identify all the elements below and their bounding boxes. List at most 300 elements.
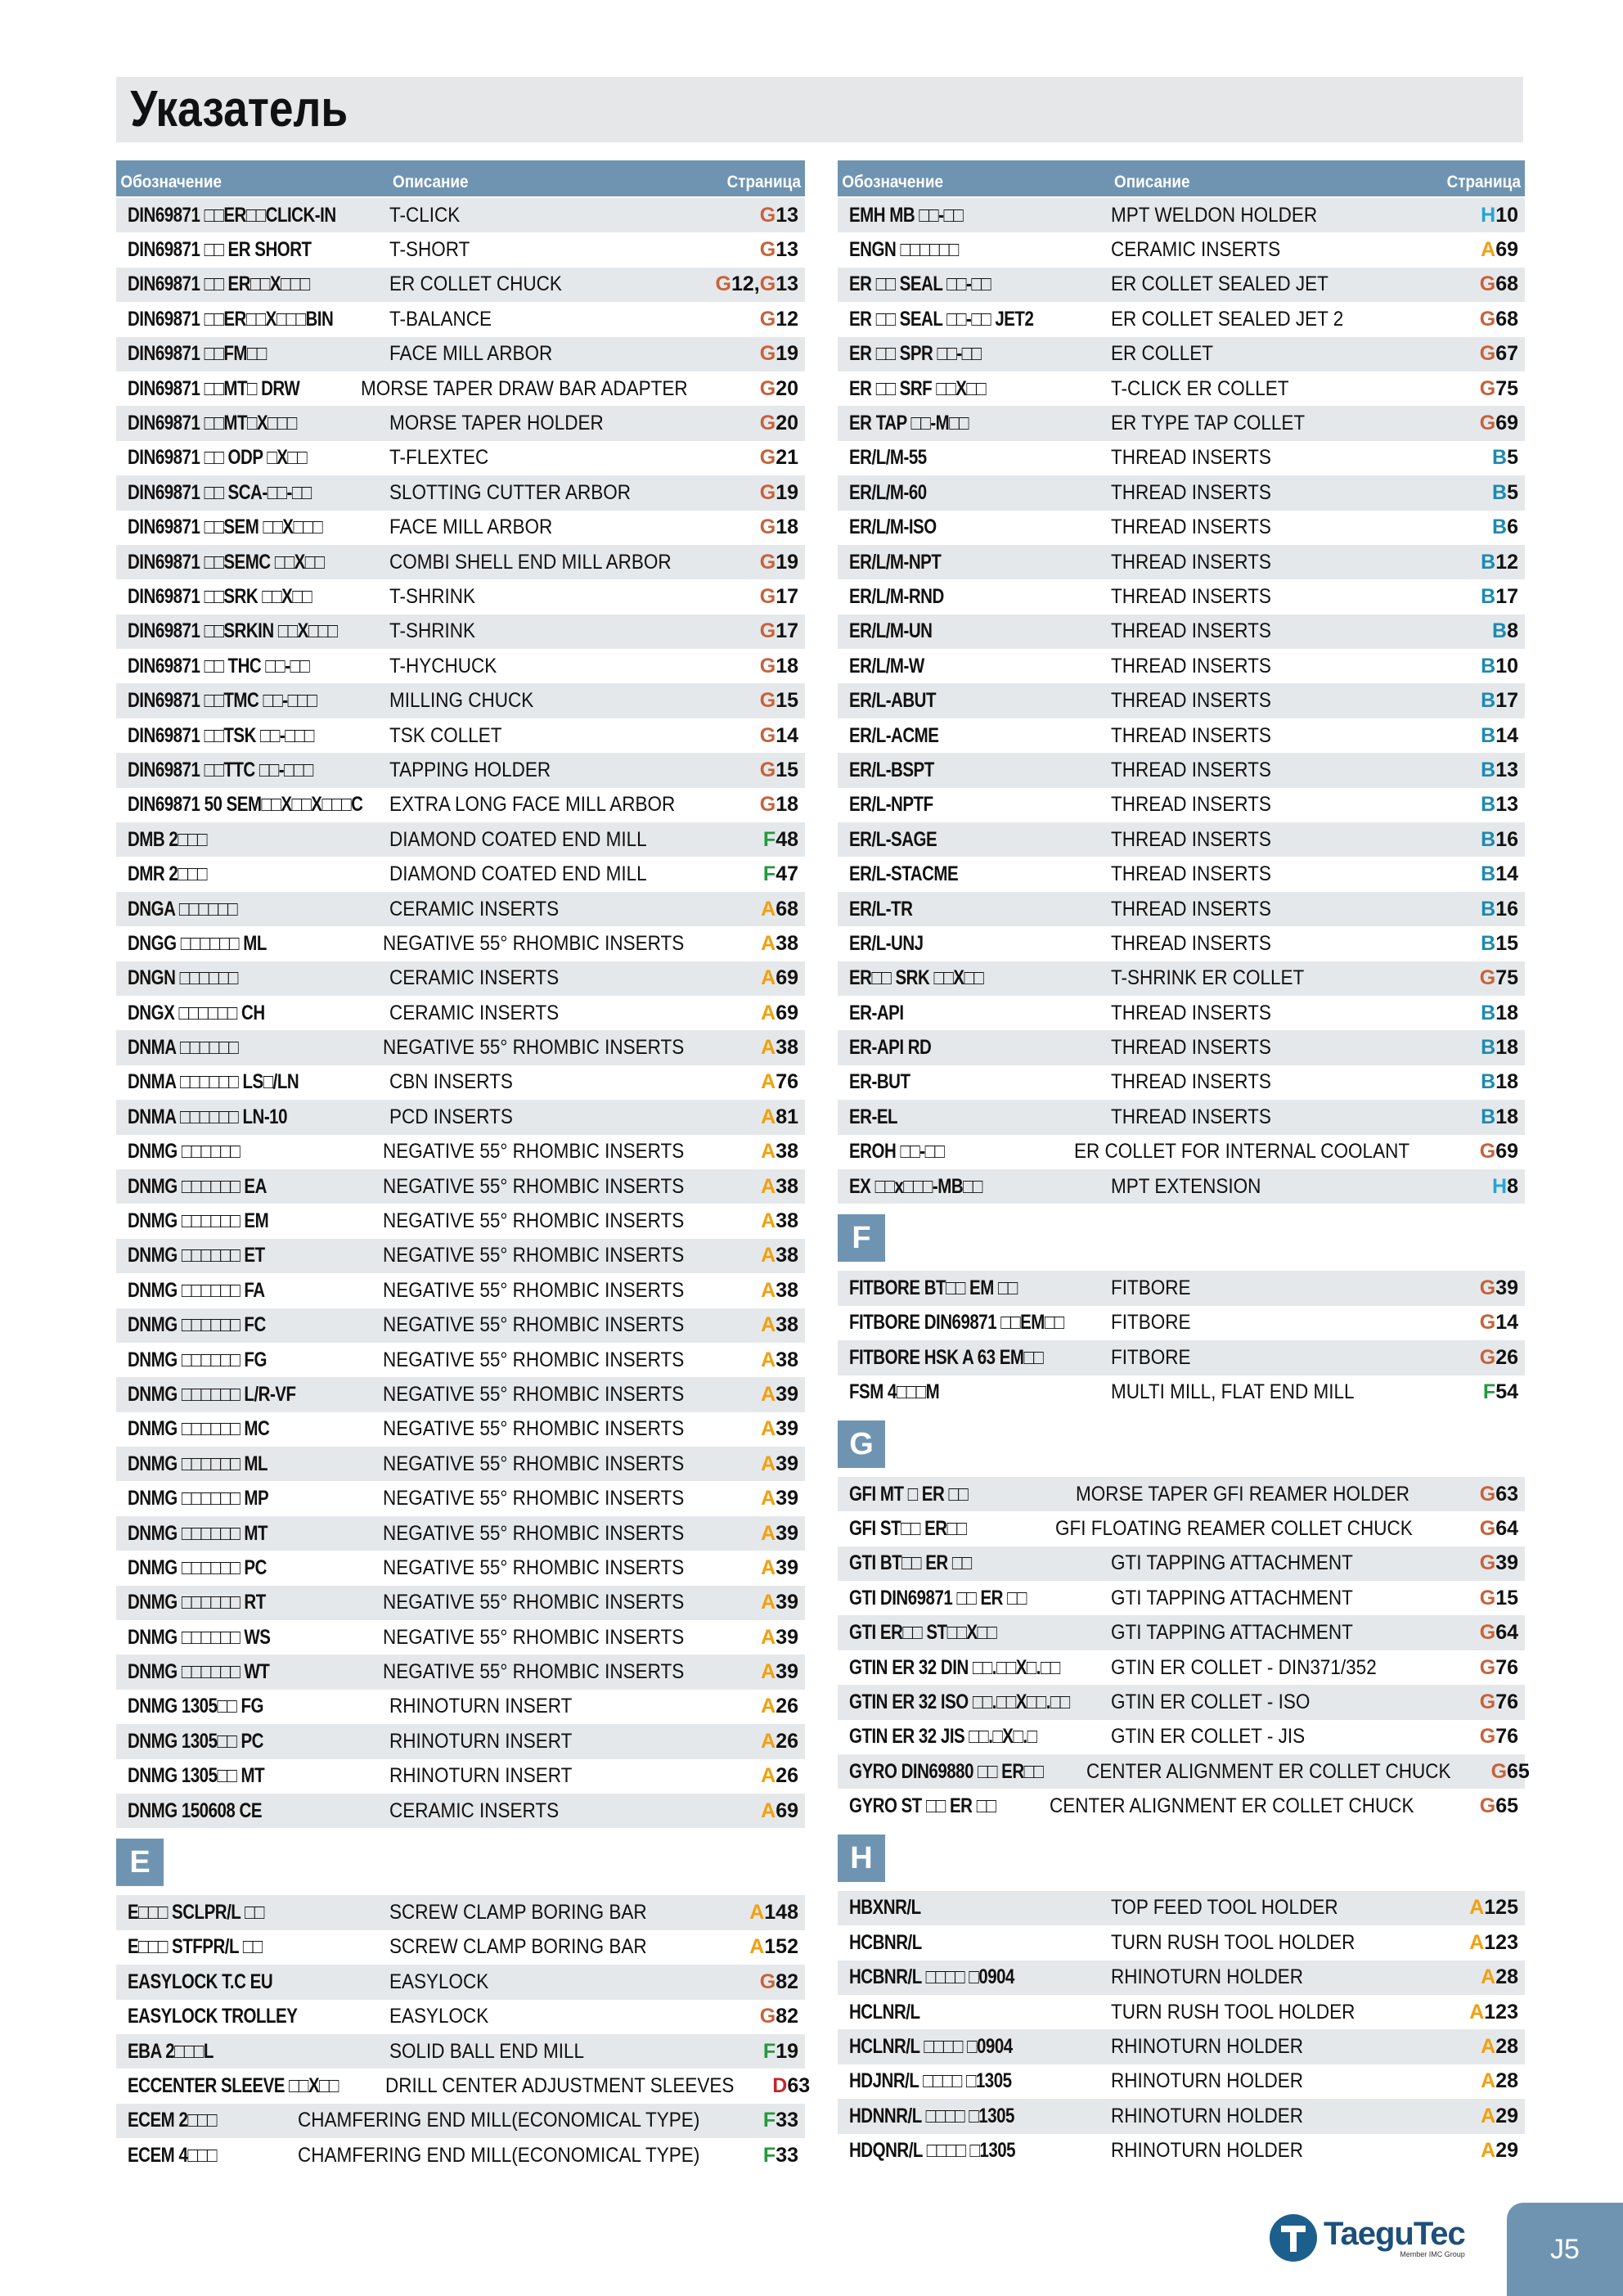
- page-number-ref: 39: [776, 1382, 798, 1406]
- product-code: [838, 1725, 1111, 1749]
- product-description: [1111, 1896, 1435, 1920]
- product-code: [116, 1970, 389, 1994]
- product-code-text: ER TAP □□-M□□: [849, 412, 969, 435]
- product-description: [383, 1660, 717, 1684]
- product-description-text: CERAMIC INSERTS: [389, 1001, 560, 1024]
- page-number-ref: 12: [776, 307, 798, 331]
- page-section-letter: G: [759, 550, 776, 574]
- product-description-text: FITBORE: [1111, 1345, 1191, 1369]
- product-description: [389, 828, 715, 852]
- product-description-text: EASYLOCK: [389, 1970, 489, 1993]
- page-reference: [715, 1901, 805, 1925]
- page-reference: [715, 585, 805, 609]
- page-reference: [1435, 828, 1525, 852]
- product-code: [116, 1626, 383, 1650]
- index-row: [116, 1169, 805, 1204]
- page-number-tab: [1507, 2203, 1623, 2296]
- product-description-text: MPT EXTENSION: [1111, 1174, 1261, 1198]
- product-code-text: ER□□ SRK □□X□□: [849, 966, 984, 990]
- product-code-text: GTI ER□□ ST□□X□□: [849, 1621, 997, 1645]
- product-code: [838, 377, 1111, 401]
- page-section-letter: G: [759, 654, 776, 678]
- page-reference: [717, 1626, 805, 1650]
- product-code: [116, 1175, 383, 1199]
- page-section-letter: G: [1479, 966, 1496, 990]
- page-reference: [717, 1417, 805, 1441]
- index-row: [116, 1965, 805, 1999]
- product-description: [383, 1279, 717, 1303]
- product-description-text: THREAD INSERTS: [1111, 723, 1271, 747]
- product-code-text: GTI DIN69871 □□ ER □□: [849, 1586, 1027, 1609]
- product-code-text: E□□□ STFPR/L □□: [128, 1935, 263, 1959]
- index-row: [838, 2029, 1525, 2064]
- product-code-text: DNMG □□□□□□ RT: [128, 1591, 266, 1614]
- product-code-text: ER/L/M-UN: [849, 619, 933, 643]
- product-description: [383, 1140, 717, 1164]
- product-code: [838, 655, 1111, 678]
- product-description: [389, 515, 715, 539]
- product-code: [838, 2069, 1111, 2093]
- product-code-text: FITBORE BT□□ EM □□: [849, 1276, 1018, 1300]
- page-section-letter: A: [761, 1140, 776, 1164]
- product-code-text: ER □□ SEAL □□-□□ JET2: [849, 307, 1034, 331]
- product-description-text: THREAD INSERTS: [1111, 515, 1271, 539]
- page-section-letter: A: [761, 1591, 776, 1614]
- page-reference: [1491, 1760, 1536, 1784]
- page-section-letter: B: [1481, 758, 1496, 781]
- page-reference: [717, 1556, 805, 1580]
- index-column-right: [838, 160, 1530, 2168]
- product-description-text: RHINOTURN INSERT: [389, 1695, 573, 1718]
- index-row: [838, 1135, 1525, 1169]
- product-description: [389, 1695, 715, 1718]
- product-code-text: DNMG 1305□□ PC: [128, 1729, 263, 1753]
- index-row: [838, 1961, 1525, 1995]
- product-description-text: NEGATIVE 55° RHOMBIC INSERTS: [382, 931, 684, 955]
- page-section-letter: G: [1479, 1140, 1496, 1164]
- product-description-text: THREAD INSERTS: [1111, 480, 1271, 504]
- page-number-ref: 14: [1495, 862, 1518, 886]
- product-code-text: DIN69871 □□MT□ DRW: [128, 376, 300, 400]
- page-reference: [715, 1695, 805, 1718]
- product-description: [389, 585, 715, 609]
- page-section-letter: G: [1479, 307, 1496, 331]
- index-row: [116, 2104, 805, 2138]
- product-description-text: T-SHRINK: [389, 619, 476, 643]
- product-description: [1111, 1036, 1435, 1060]
- page-section-letter: G: [759, 723, 776, 747]
- page-number-ref: 29: [1495, 2139, 1518, 2163]
- product-description: [389, 446, 715, 470]
- product-description: [1111, 377, 1435, 401]
- page-section-letter: A: [1481, 238, 1496, 262]
- product-code: [838, 1311, 1111, 1335]
- product-code: [838, 828, 1111, 852]
- page-section-letter: A: [761, 1313, 776, 1337]
- product-description: [1111, 619, 1435, 643]
- product-description-text: SLOTTING CUTTER ARBOR: [389, 480, 632, 504]
- product-description: [1111, 862, 1435, 886]
- product-code: [116, 272, 389, 296]
- product-code-text: DIN69871 □□ ODP □X□□: [128, 446, 308, 470]
- product-description: [383, 1452, 717, 1476]
- product-code-text: DIN69871 □□MT□X□□□: [128, 412, 297, 435]
- product-description: [389, 238, 715, 262]
- page-number-ref: 17: [776, 584, 798, 608]
- product-code-text: DIN69871 □□ THC □□-□□: [128, 654, 310, 678]
- index-row: [838, 753, 1525, 787]
- page-number-ref: 33: [776, 2109, 798, 2132]
- product-code: [116, 2005, 389, 2028]
- page-number-ref: 38: [776, 1140, 798, 1164]
- page-section-letter: B: [1492, 515, 1508, 539]
- product-code-text: GFI MT □ ER □□: [849, 1482, 969, 1506]
- product-description-text: NEGATIVE 55° RHOMBIC INSERTS: [382, 1625, 684, 1649]
- header-code: Обозначение: [120, 173, 222, 191]
- product-code: [838, 862, 1111, 886]
- page-number-ref: 38: [776, 1313, 798, 1337]
- index-row: [116, 2138, 805, 2172]
- product-code: [838, 551, 1111, 574]
- page-reference: [744, 2144, 805, 2168]
- product-code: [116, 1036, 383, 1060]
- product-description: [383, 1417, 717, 1441]
- page-section-letter: G: [1479, 1655, 1496, 1679]
- page-reference: [1435, 932, 1525, 956]
- product-code: [116, 1730, 389, 1754]
- page-number-ref: 39: [776, 1487, 798, 1510]
- index-row: [116, 892, 805, 926]
- page-number-ref: 82: [776, 2005, 798, 2028]
- index-row: [838, 1995, 1525, 2029]
- page-section-letter: A: [1481, 2104, 1496, 2127]
- product-description: [1111, 1587, 1435, 1610]
- product-description-text: SCREW CLAMP BORING BAR: [389, 1901, 647, 1925]
- product-code-text: ER/L-UNJ: [849, 931, 924, 955]
- product-description: [383, 1209, 717, 1233]
- index-row: [116, 1794, 805, 1828]
- index-row: [838, 1306, 1525, 1340]
- product-code-text: EX □□x□□□-MB□□: [849, 1174, 982, 1198]
- page-number-ref: 76: [1495, 1655, 1518, 1679]
- page-reference: [1435, 1551, 1525, 1575]
- page-number-ref: 65: [1507, 1759, 1530, 1783]
- product-description-text: NEGATIVE 55° RHOMBIC INSERTS: [382, 1278, 684, 1302]
- product-description: [1111, 1551, 1435, 1575]
- product-description: [1111, 1070, 1435, 1094]
- product-description-text: MULTI MILL, FLAT END MILL: [1111, 1380, 1355, 1404]
- page-number-ref: 8: [1507, 619, 1518, 643]
- page-reference: [717, 1175, 805, 1199]
- index-row: [116, 1724, 805, 1758]
- product-code: [116, 308, 389, 331]
- page-reference: [724, 377, 805, 401]
- product-description: [1111, 2139, 1435, 2163]
- page-number-ref: 38: [776, 931, 798, 955]
- table-header: [838, 160, 1525, 196]
- page-section-letter: G: [759, 584, 776, 608]
- product-code-text: EASYLOCK T.C EU: [128, 1970, 273, 1993]
- index-row: [838, 1477, 1525, 1511]
- header-page: Страница: [726, 173, 801, 191]
- section-h-header: [838, 1834, 1525, 1883]
- page-number-ref: 21: [776, 446, 798, 470]
- product-description: [1111, 932, 1435, 956]
- page-section-letter: G: [759, 203, 776, 227]
- index-row: [838, 1685, 1525, 1719]
- page-number-ref: 26: [776, 1729, 798, 1753]
- page-reference: [1435, 862, 1525, 886]
- page-section-letter: G: [759, 480, 776, 504]
- index-row: [116, 1100, 805, 1134]
- product-code-text: ECEM 2□□□: [128, 2109, 218, 2132]
- product-code-text: HDNNR/L □□□□ □1305: [849, 2104, 1014, 2127]
- product-code-text: EMH MB □□-□□: [849, 203, 964, 227]
- index-row: [838, 961, 1525, 996]
- page-reference: [1435, 515, 1525, 539]
- product-description-text: THREAD INSERTS: [1111, 584, 1271, 608]
- index-row: [116, 302, 805, 336]
- page-reference: [1435, 2105, 1525, 2128]
- page-number-ref: 18: [776, 654, 798, 678]
- page-reference: [1435, 1070, 1525, 1094]
- page-number-ref: 13: [776, 238, 798, 262]
- index-row: [838, 1581, 1525, 1615]
- product-code: [838, 1070, 1111, 1094]
- page-section-letter: G: [759, 1970, 776, 1993]
- index-row: [116, 2069, 811, 2103]
- product-description-text: THREAD INSERTS: [1111, 1070, 1271, 1094]
- product-code-text: ER/L-TR: [849, 897, 913, 921]
- page-number-ref: 17: [1495, 689, 1518, 713]
- product-code: [116, 759, 389, 782]
- product-code: [838, 1105, 1111, 1129]
- page-number-ref: 13: [776, 203, 798, 227]
- page-number-ref: 39: [776, 1555, 798, 1579]
- page-number-ref: 69: [776, 1001, 798, 1024]
- index-row: [116, 337, 805, 371]
- page-section-letter: G: [1479, 1621, 1496, 1645]
- product-description-text: GTI TAPPING ATTACHMENT: [1111, 1586, 1353, 1609]
- index-row: [116, 1308, 805, 1343]
- page-number-ref: 76: [1495, 1725, 1518, 1749]
- page-reference: [1435, 1036, 1525, 1060]
- product-code-text: DNGA □□□□□□: [128, 897, 238, 921]
- product-description: [1111, 551, 1435, 574]
- product-code: [116, 1487, 383, 1510]
- page-number-ref: 14: [776, 723, 798, 747]
- product-code-text: DIN69871 50 SEM□□X□□X□□□C: [128, 793, 363, 817]
- product-code-text: ER/L-BSPT: [849, 758, 934, 781]
- product-description: [1111, 2069, 1435, 2093]
- page-section-letter: B: [1481, 1070, 1496, 1094]
- product-code: [116, 481, 389, 505]
- product-description: [1111, 655, 1435, 678]
- product-code-text: DNMG 1305□□ FG: [128, 1695, 263, 1718]
- product-code-text: DMB 2□□□: [128, 827, 208, 851]
- product-code: [116, 1279, 383, 1303]
- page-number-ref: 29: [1495, 2104, 1518, 2127]
- page-number-ref: 76: [1495, 1690, 1518, 1713]
- product-description: [1111, 481, 1435, 505]
- page-reference: [715, 862, 805, 886]
- page-number-ref: 75: [1495, 376, 1518, 400]
- page-reference: [1435, 759, 1525, 782]
- index-row: [838, 996, 1525, 1030]
- product-description: [389, 1764, 715, 1788]
- index-row: [116, 718, 805, 753]
- product-code-text: ER/L/M-NPT: [849, 550, 942, 574]
- product-code: [116, 1522, 383, 1546]
- product-code: [838, 793, 1111, 817]
- page-section-letter: G: [759, 2005, 776, 2028]
- page-section-letter: A: [1469, 2000, 1485, 2024]
- page-number-ref: 48: [776, 827, 798, 851]
- section-e-header: [116, 1838, 805, 1887]
- page-reference: [715, 1935, 805, 1959]
- page-reference: [1446, 1140, 1525, 1164]
- product-code-text: DNMG □□□□□□: [128, 1140, 241, 1164]
- page-section-letter: A: [761, 1625, 776, 1649]
- product-description-text: NEGATIVE 55° RHOMBIC INSERTS: [382, 1417, 684, 1441]
- index-row: [838, 683, 1525, 718]
- product-code-text: DIN69871 □□TTC □□-□□□: [128, 758, 313, 781]
- page-number-ref: 10: [1495, 203, 1518, 227]
- page-reference: [1435, 793, 1525, 817]
- product-code-text: ER □□ SEAL □□-□□: [849, 272, 991, 296]
- product-description-text: SCREW CLAMP BORING BAR: [389, 1935, 647, 1959]
- page-reference: [1435, 724, 1525, 748]
- page-section-letter: A: [1481, 1965, 1496, 1989]
- index-row: [116, 198, 805, 232]
- index-row: [838, 1100, 1525, 1134]
- index-row: [838, 1169, 1525, 1204]
- index-row: [116, 996, 805, 1030]
- product-description: [383, 1175, 717, 1199]
- product-description: [1111, 2001, 1435, 2024]
- product-code-text: EBA 2□□□L: [128, 2039, 214, 2063]
- product-code: [838, 238, 1111, 262]
- product-description-text: THREAD INSERTS: [1111, 758, 1271, 781]
- index-row: [838, 1891, 1525, 1925]
- page-section-letter: A: [761, 1555, 776, 1579]
- product-description-text: ER COLLET SEALED JET: [1111, 272, 1329, 296]
- product-description-text: CERAMIC INSERTS: [389, 897, 560, 921]
- product-description-text: NEGATIVE 55° RHOMBIC INSERTS: [382, 1382, 684, 1406]
- product-code-text: ER/L-STACME: [849, 862, 959, 886]
- product-code: [838, 272, 1111, 296]
- page-section-letter: A: [761, 1417, 776, 1441]
- product-description-text: RHINOTURN INSERT: [389, 1764, 573, 1788]
- page-reference: [1435, 204, 1525, 227]
- index-row: [116, 1620, 805, 1654]
- product-description-text: FITBORE: [1111, 1276, 1191, 1300]
- product-code: [838, 689, 1111, 713]
- product-description-text: ER COLLET FOR INTERNAL COOLANT: [1073, 1140, 1409, 1164]
- index-row: [838, 441, 1525, 475]
- index-row: [116, 475, 805, 510]
- index-row: [838, 2134, 1525, 2168]
- product-description: [1111, 308, 1435, 331]
- index-row: [116, 2034, 805, 2069]
- page-number-ref: 15: [1495, 1586, 1518, 1609]
- index-row: [838, 822, 1525, 857]
- product-code: [116, 1244, 383, 1267]
- index-row: [838, 1789, 1525, 1823]
- index-row: [838, 579, 1525, 614]
- page-number-ref: 18: [1495, 1105, 1518, 1128]
- product-description-text: TURN RUSH TOOL HOLDER: [1111, 1930, 1355, 1954]
- product-code: [116, 2109, 298, 2132]
- page-number-ref: 38: [776, 1209, 798, 1233]
- page-number-ref: 15: [776, 689, 798, 713]
- product-code: [838, 342, 1111, 366]
- page-section-letter: G: [1479, 272, 1496, 296]
- page-reference: [715, 1070, 805, 1094]
- page-reference: [1435, 1965, 1525, 1989]
- page-reference: [717, 1209, 805, 1233]
- product-description: [389, 1935, 715, 1959]
- product-description-text: CERAMIC INSERTS: [389, 966, 560, 990]
- product-description: [389, 689, 715, 713]
- product-code: [838, 481, 1111, 505]
- page-section-letter: B: [1492, 619, 1508, 643]
- table-header: [116, 160, 805, 196]
- product-description-text: GTIN ER COLLET - JIS: [1111, 1725, 1306, 1749]
- product-code-text: ER/L/M-RND: [849, 584, 944, 608]
- page-section-letter: G: [1490, 1759, 1508, 1783]
- product-description-text: T-FLEXTEC: [389, 446, 489, 470]
- product-description: [1111, 446, 1435, 470]
- page-number-ref: 6: [1507, 515, 1518, 539]
- page-number-ref: 75: [1495, 966, 1518, 990]
- page-number-ref: 17: [776, 619, 798, 643]
- index-row: [116, 268, 805, 302]
- product-code-text: DNMG □□□□□□ L/R-VF: [128, 1382, 296, 1406]
- product-description: [1111, 1725, 1435, 1749]
- product-code-text: ER/L/M-W: [849, 654, 924, 678]
- product-code: [116, 1140, 383, 1164]
- page-section-letter: G: [1479, 412, 1496, 435]
- page-section-letter: G: [1479, 1311, 1496, 1335]
- index-row: [116, 926, 805, 961]
- page-number-ref: 69: [1495, 238, 1518, 262]
- product-code: [116, 1695, 389, 1718]
- product-code: [838, 1965, 1111, 1989]
- index-row: [116, 857, 805, 891]
- product-description-text: FITBORE: [1111, 1311, 1191, 1335]
- product-description-text: NEGATIVE 55° RHOMBIC INSERTS: [382, 1140, 684, 1164]
- index-row: [838, 649, 1525, 683]
- product-description-text: CHAMFERING END MILL(ECONOMICAL TYPE): [297, 2109, 700, 2132]
- product-description: [298, 2144, 744, 2168]
- page-section-letter: G: [759, 272, 776, 296]
- index-row: [838, 1511, 1525, 1546]
- index-row: [838, 545, 1525, 579]
- index-list-d: [116, 198, 805, 1828]
- page-reference: [1435, 1725, 1525, 1749]
- page-section-letter: B: [1481, 897, 1496, 921]
- page-number-ref: 20: [776, 412, 798, 435]
- product-description: [1055, 1517, 1452, 1541]
- product-code-text: ER-API: [849, 1001, 904, 1024]
- page-number-ref: 12: [1495, 550, 1518, 574]
- taegutec-logo-icon: [1270, 2214, 1317, 2262]
- section-g-header: [838, 1420, 1525, 1469]
- index-row: [116, 753, 805, 787]
- page-reference: [717, 1591, 805, 1614]
- product-code-text: DNMG □□□□□□ FG: [128, 1348, 267, 1371]
